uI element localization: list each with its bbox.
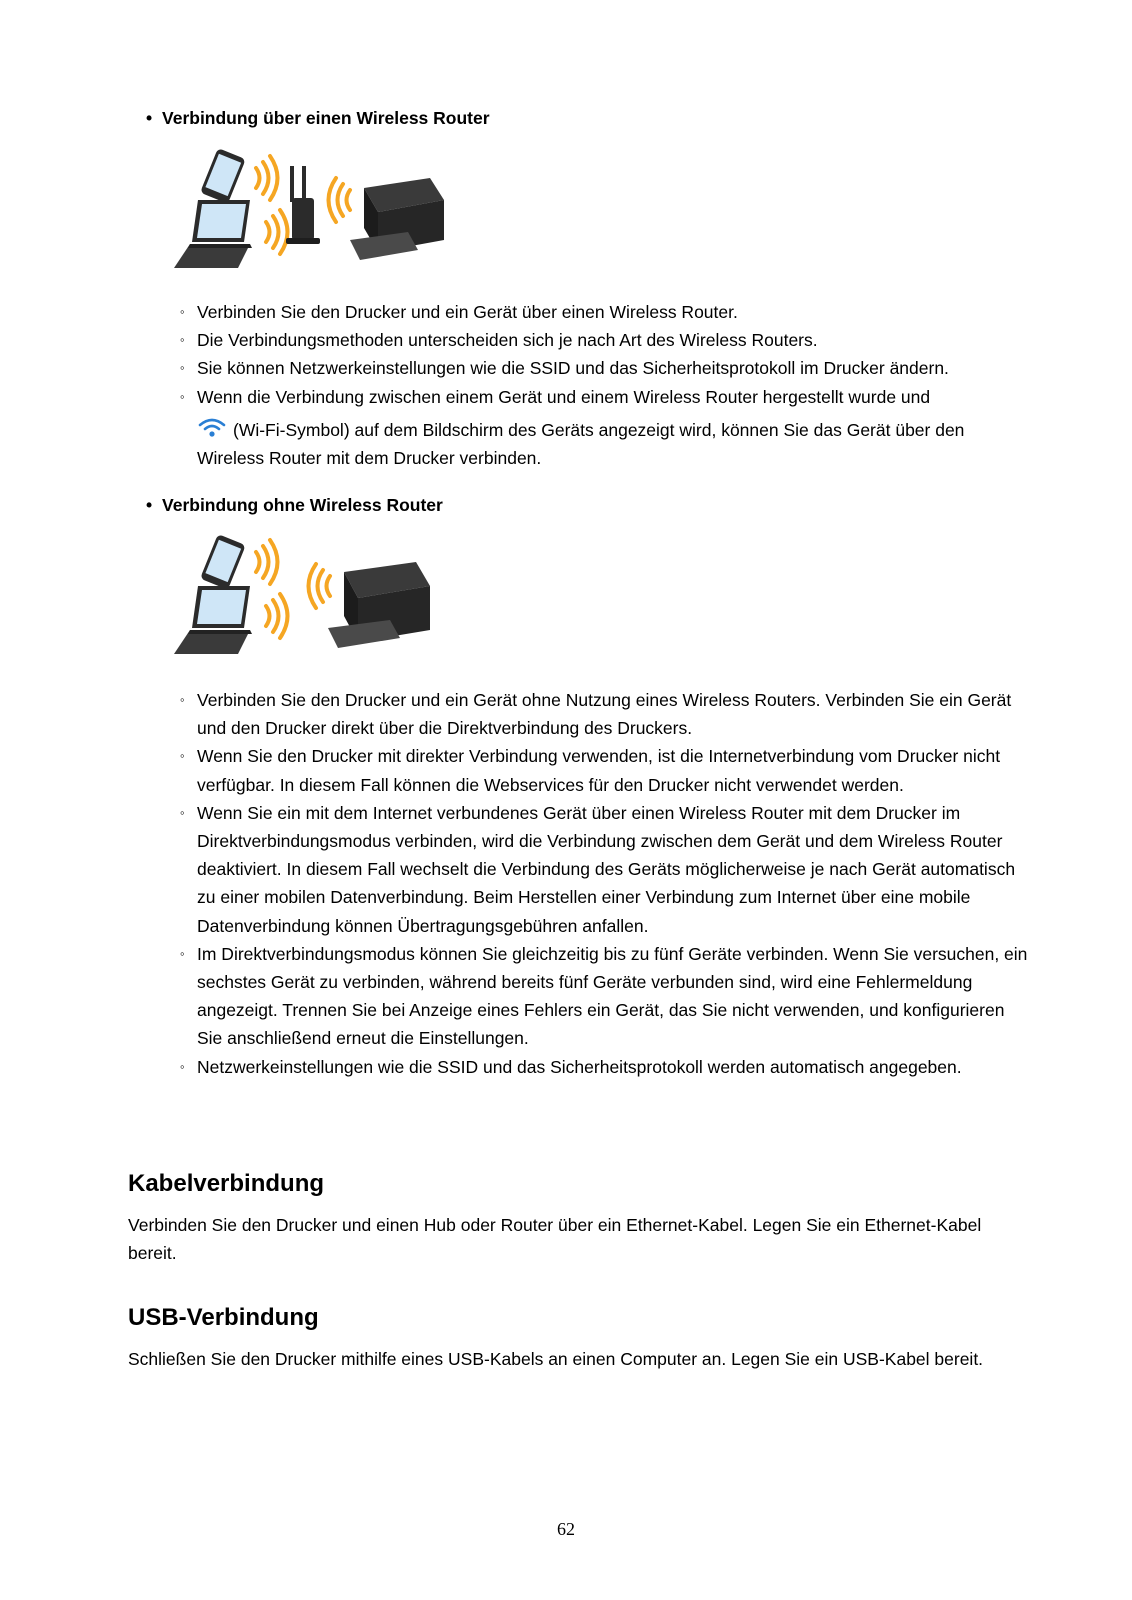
laptop-icon: [174, 200, 252, 268]
usb-paragraph: Schließen Sie den Drucker mithilfe eines USB-Kabels an einen Computer an. Legen Sie ein USB-Kabel bereit.: [128, 1349, 984, 1369]
smartphone-icon: [200, 534, 246, 590]
printer-icon: [350, 178, 444, 260]
section-heading-cable: Kabelverbindung: [128, 1170, 325, 1197]
section-heading-usb: USB-Verbindung: [128, 1304, 319, 1331]
bullet-heading-direct: [146, 495, 443, 516]
list-item-text: Sie können Netzwerkeinstellungen wie die SSID und das Sicherheitsprotokoll im Drucker ändern.: [197, 358, 949, 379]
list-item-text: Verbinden Sie den Drucker und ein Gerät ohne Nutzung eines Wireless Routers. Verbinden Sie ein Gerät und den Drucker direkt über die Direktverbindung des Druckers.: [197, 690, 1012, 739]
list-item: ◦ Netzwerkeinstellungen wie die SSID und das Sicherheitsprotokoll werden automatisch angegeben.: [180, 1056, 962, 1077]
router-details-list: [180, 298, 1030, 472]
list-item-text: Die Verbindungsmethoden unterscheiden sich je nach Art des Wireless Routers.: [197, 330, 818, 351]
heading-text: Verbindung über einen Wireless Router: [162, 108, 490, 128]
list-item-text: Wenn Sie ein mit dem Internet verbundenes Gerät über einen Wireless Router mit dem Drucker im Direktverbindungsmodus verbinden, wird die Verbindung zwischen dem Gerät und dem Wireless Router deaktiviert. In diesem Fall wechselt die Verbindung des Geräts möglicherweise je nach Gerät automatisch zu einer mobilen Datenverbindung. Beim Herstellen einer Verbindung zum Internet über eine mobile Datenverbindung können Übertragungsgebühren anfallen.: [197, 802, 1016, 936]
page-number: 62: [557, 1519, 575, 1539]
wireless-router-icon: [286, 166, 320, 244]
laptop-icon: [174, 586, 252, 654]
printer-icon: [328, 562, 430, 648]
bullet-heading-router: [146, 108, 490, 129]
direct-details-list: [180, 686, 1030, 1081]
list-item-text: Netzwerkeinstellungen wie die SSID und das Sicherheitsprotokoll werden automatisch angegeben.: [197, 1056, 962, 1077]
heading-text: Verbindung ohne Wireless Router: [162, 495, 443, 515]
direct-connection-illustration: [168, 526, 458, 666]
list-item: ◦ Verbinden Sie den Drucker und ein Gerät ohne Nutzung eines Wireless Routers. Verbinden Sie ein Gerät und den Drucker direkt über die Direktverbindung des Druckers.: [180, 690, 1012, 739]
smartphone-icon: [200, 148, 246, 204]
wireless-router-illustration: [168, 140, 458, 280]
list-item: ◦ Sie können Netzwerkeinstellungen wie die SSID und das Sicherheitsprotokoll im Drucker ändern.: [180, 358, 949, 379]
list-item: ◦ Die Verbindungsmethoden unterscheiden sich je nach Art des Wireless Routers.: [180, 330, 818, 351]
bullet-dot: •: [146, 108, 153, 128]
list-item-text: Wenn die Verbindung zwischen einem Gerät und einem Wireless Router hergestellt wurde und: [197, 386, 931, 407]
list-item: ◦ Verbinden Sie den Drucker und ein Gerät über einen Wireless Router.: [180, 302, 738, 322]
list-item: ◦ Im Direktverbindungsmodus können Sie gleichzeitig bis zu fünf Geräte verbinden. Wenn Sie versuchen, ein sechstes Gerät zu verbinden, während bereits fünf Geräte verbunden sind, wird eine Fehlermeldung angezeigt. Trennen Sie bei Anzeige eines Fehlers ein Gerät, das Sie nicht verwenden, und konfigurieren Sie anschließend erneut die Einstellungen.: [180, 943, 1028, 1049]
wireless-waves-icon: [256, 540, 330, 638]
list-item-text-continued: (Wi-Fi-Symbol) auf dem Bildschirm des Geräts angezeigt wird, können Sie das Gerät über den Wireless Router mit dem Drucker verbinden.: [197, 419, 965, 469]
wifi-icon: [197, 417, 227, 439]
list-item-text: Verbinden Sie den Drucker und ein Gerät über einen Wireless Router.: [197, 302, 738, 322]
list-item: ◦ Wenn Sie den Drucker mit direkter Verbindung verwenden, ist die Internetverbindung vom Drucker nicht verfügbar. In diesem Fall können die Webservices für den Drucker nicht verwendet werden.: [180, 746, 1001, 795]
list-item: ◦ Wenn die Verbindung zwischen einem Gerät und einem Wireless Router hergestellt wurde und (Wi-Fi-Symbol) auf dem Bildschirm des Geräts angezeigt wird, können Sie das Gerät über den Wireless Router mit dem Drucker verbinden.: [180, 386, 965, 469]
cable-paragraph: Verbinden Sie den Drucker und einen Hub oder Router über ein Ethernet-Kabel. Legen Sie ein Ethernet-Kabel bereit.: [128, 1215, 982, 1263]
list-item-text: Im Direktverbindungsmodus können Sie gleichzeitig bis zu fünf Geräte verbinden. Wenn Sie versuchen, ein sechstes Gerät zu verbinden, während bereits fünf Geräte verbunden sind, wird eine Fehlermeldung angezeigt. Trennen Sie bei Anzeige eines Fehlers ein Gerät, das Sie nicht verwenden, und konfigurieren Sie anschließend erneut die Einstellungen.: [197, 943, 1028, 1049]
list-item: ◦ Wenn Sie ein mit dem Internet verbundenes Gerät über einen Wireless Router mit dem Drucker im Direktverbindungsmodus verbinden, wird die Verbindung zwischen dem Gerät und dem Wireless Router deaktiviert. In diesem Fall wechselt die Verbindung des Geräts möglicherweise je nach Gerät automatisch zu einer mobilen Datenverbindung. Beim Herstellen einer Verbindung zum Internet über eine mobile Datenverbindung können Übertragungsgebühren anfallen.: [180, 802, 1016, 936]
bullet-dot: •: [146, 495, 153, 515]
list-item-text: Wenn Sie den Drucker mit direkter Verbindung verwenden, ist die Internetverbindung vom Drucker nicht verfügbar. In diesem Fall können die Webservices für den Drucker nicht verwendet werden.: [197, 746, 1001, 795]
